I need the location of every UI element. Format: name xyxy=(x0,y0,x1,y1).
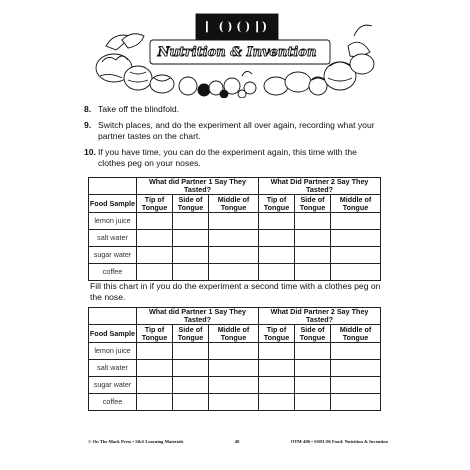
banner xyxy=(92,6,380,98)
food-sample-cell: lemon juice xyxy=(89,343,137,360)
food-sample-cell: coffee xyxy=(89,264,137,281)
table-row xyxy=(89,247,381,264)
corner-cell xyxy=(89,308,137,325)
step-item xyxy=(84,147,384,169)
answer-cell[interactable] xyxy=(295,360,331,377)
answer-cell[interactable] xyxy=(331,213,381,230)
answer-cell[interactable] xyxy=(137,377,173,394)
table-row xyxy=(89,213,381,230)
answer-cell[interactable] xyxy=(259,264,295,281)
partner2-header: What Did Partner 2 Say They Tasted? xyxy=(259,178,381,195)
food-sample-header: Food Sample xyxy=(89,195,137,213)
answer-cell[interactable] xyxy=(173,360,209,377)
answer-cell[interactable] xyxy=(209,360,259,377)
partner1-header: What did Partner 1 Say They Tasted? xyxy=(137,178,259,195)
answer-cell[interactable] xyxy=(295,247,331,264)
table-row xyxy=(89,360,381,377)
answer-cell[interactable] xyxy=(331,377,381,394)
answer-cell[interactable] xyxy=(173,394,209,411)
answer-cell[interactable] xyxy=(259,213,295,230)
answer-cell[interactable] xyxy=(295,343,331,360)
answer-cell[interactable] xyxy=(295,213,331,230)
answer-cell[interactable] xyxy=(331,394,381,411)
product-code: OTM-406 • SSD1-06 Food: Nutrition & Invention xyxy=(290,439,388,444)
answer-cell[interactable] xyxy=(331,247,381,264)
food-sample-cell: sugar water xyxy=(89,247,137,264)
partner2-header: What Did Partner 2 Say They Tasted? xyxy=(259,308,381,325)
banner-subtitle: Nutrition & Invention xyxy=(157,45,317,60)
tip-header: Tip of Tongue xyxy=(137,325,173,343)
table-row xyxy=(89,377,381,394)
side-header: Side of Tongue xyxy=(173,195,209,213)
answer-cell[interactable] xyxy=(173,213,209,230)
banner-title: FOOD xyxy=(203,17,271,38)
answer-cell[interactable] xyxy=(259,394,295,411)
tip-header: Tip of Tongue xyxy=(137,195,173,213)
table-row xyxy=(89,394,381,411)
publisher-credit: © On The Mark Press • S&S Learning Materials xyxy=(88,439,184,444)
second-chart-note: Fill this chart in if you do the experiment a second time with a clothes peg on the nose. xyxy=(90,281,381,302)
answer-cell[interactable] xyxy=(259,247,295,264)
food-sample-cell: salt water xyxy=(89,360,137,377)
answer-cell[interactable] xyxy=(173,264,209,281)
step-text: Switch places, and do the experiment all over again, recording what your partner tastes on the chart. xyxy=(98,120,375,141)
answer-cell[interactable] xyxy=(331,360,381,377)
middle-header: Middle of Tongue xyxy=(331,325,381,343)
answer-cell[interactable] xyxy=(259,360,295,377)
answer-cell[interactable] xyxy=(209,247,259,264)
answer-cell[interactable] xyxy=(295,377,331,394)
step-number: 8. xyxy=(84,104,92,114)
answer-cell[interactable] xyxy=(259,343,295,360)
food-sample-cell: salt water xyxy=(89,230,137,247)
step-number: 10. xyxy=(84,147,96,157)
answer-cell[interactable] xyxy=(209,213,259,230)
answer-cell[interactable] xyxy=(173,247,209,264)
middle-header: Middle of Tongue xyxy=(209,325,259,343)
corner-cell xyxy=(89,178,137,195)
answer-cell[interactable] xyxy=(259,377,295,394)
answer-cell[interactable] xyxy=(173,343,209,360)
table-row xyxy=(89,343,381,360)
tip-header: Tip of Tongue xyxy=(259,325,295,343)
page-footer xyxy=(88,439,388,444)
table-row xyxy=(89,230,381,247)
step-item xyxy=(84,104,384,115)
answer-cell[interactable] xyxy=(331,264,381,281)
answer-cell[interactable] xyxy=(295,230,331,247)
answer-cell[interactable] xyxy=(209,377,259,394)
page-number: 40 xyxy=(234,439,240,444)
answer-cell[interactable] xyxy=(209,394,259,411)
food-sample-cell: coffee xyxy=(89,394,137,411)
side-header: Side of Tongue xyxy=(295,325,331,343)
table-row xyxy=(89,264,381,281)
middle-header: Middle of Tongue xyxy=(209,195,259,213)
step-text: If you have time, you can do the experiment again, this time with the clothes peg on your noses. xyxy=(98,147,357,168)
tasting-chart-1 xyxy=(88,177,381,281)
step-number: 9. xyxy=(84,120,92,130)
answer-cell[interactable] xyxy=(295,264,331,281)
answer-cell[interactable] xyxy=(137,247,173,264)
answer-cell[interactable] xyxy=(209,264,259,281)
middle-header: Middle of Tongue xyxy=(331,195,381,213)
answer-cell[interactable] xyxy=(137,213,173,230)
food-sample-cell: sugar water xyxy=(89,377,137,394)
instruction-list xyxy=(84,104,384,174)
answer-cell[interactable] xyxy=(209,230,259,247)
answer-cell[interactable] xyxy=(295,394,331,411)
answer-cell[interactable] xyxy=(137,394,173,411)
partner1-header: What did Partner 1 Say They Tasted? xyxy=(137,308,259,325)
tip-header: Tip of Tongue xyxy=(259,195,295,213)
answer-cell[interactable] xyxy=(137,343,173,360)
side-header: Side of Tongue xyxy=(295,195,331,213)
answer-cell[interactable] xyxy=(331,343,381,360)
food-sample-header: Food Sample xyxy=(89,325,137,343)
answer-cell[interactable] xyxy=(173,230,209,247)
answer-cell[interactable] xyxy=(173,377,209,394)
answer-cell[interactable] xyxy=(259,230,295,247)
step-text: Take off the blindfold. xyxy=(98,104,180,114)
answer-cell[interactable] xyxy=(137,230,173,247)
answer-cell[interactable] xyxy=(331,230,381,247)
answer-cell[interactable] xyxy=(137,264,173,281)
food-sample-cell: lemon juice xyxy=(89,213,137,230)
side-header: Side of Tongue xyxy=(173,325,209,343)
tasting-chart-2 xyxy=(88,307,381,411)
answer-cell[interactable] xyxy=(209,343,259,360)
step-item xyxy=(84,120,384,142)
answer-cell[interactable] xyxy=(137,360,173,377)
